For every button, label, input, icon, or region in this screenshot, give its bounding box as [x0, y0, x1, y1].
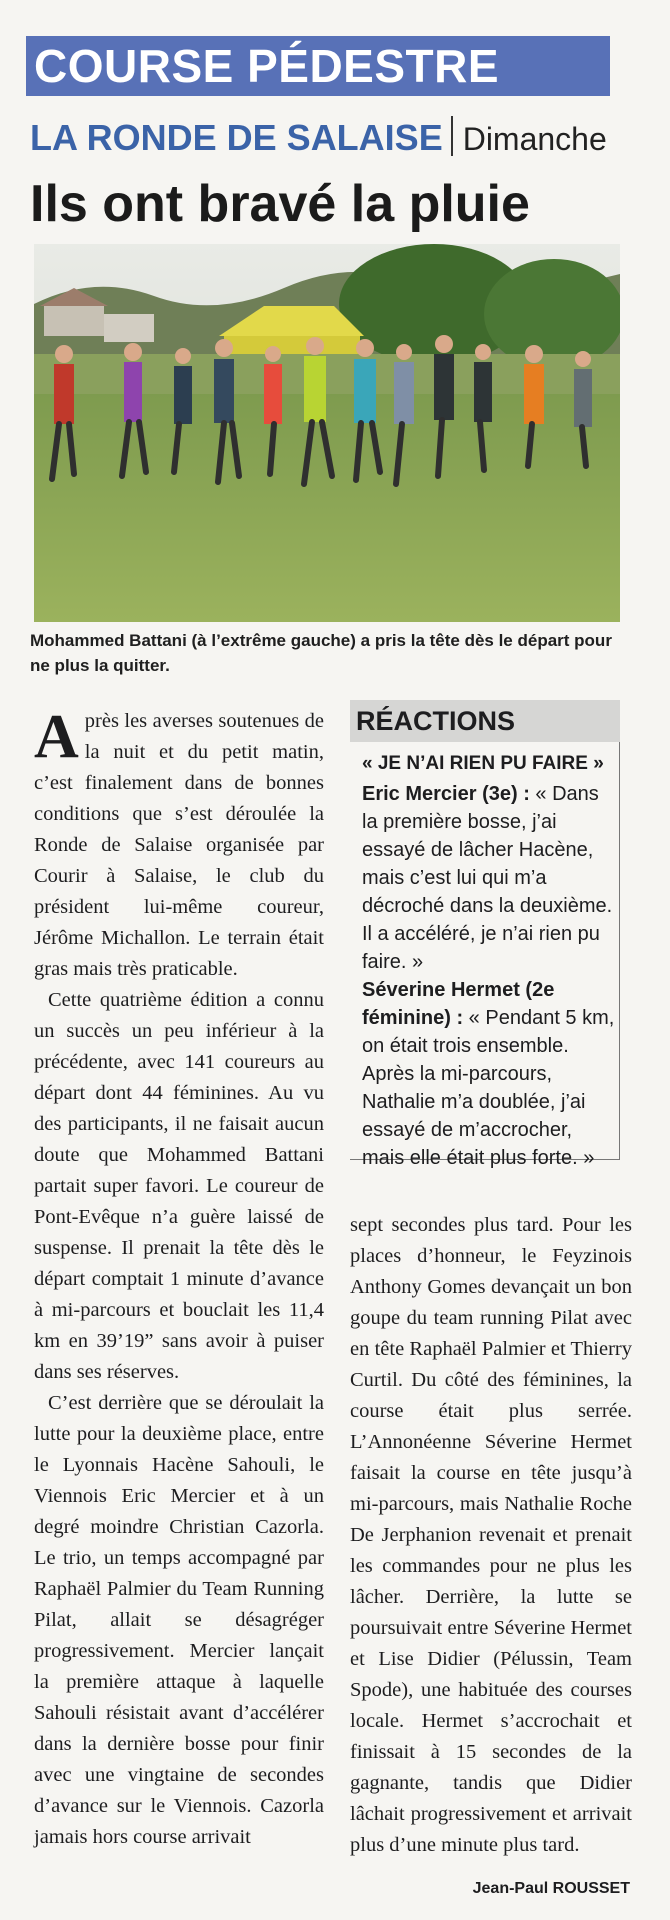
article-column-left — [34, 703, 324, 1853]
reaction-1 — [362, 780, 619, 976]
article-paragraph-3: C’est derrière que se déroulait la lutte pour la deuxième place, entre le Lyonnais Hacène Sahouli, le Viennois Eric Mercier et à un degré moindre Christian Cazorla. Le trio, un temps accompagné par Raphaël Palmier du Team Running Pilat, allait se désagréger progressivement. Mercier lançait la première attaque à laquelle Sahouli résistait avant d’accélérer dans la dernière bosse pour finir avec une vingtaine de secondes d’avance sur le Viennois. Cazorla jamais hors course arrivait — [34, 1392, 324, 1848]
reaction-2-quote: « Pendant 5 km, on était trois ensemble. Après la mi-parcours, Nathalie m’a doublée, j’ai essayé de m’accrocher, mais elle était plus forte. » — [362, 1007, 615, 1169]
photo-caption: Mohammed Battani (à l’extrême gauche) a pris la tête dès le départ pour ne plus la quitter. — [30, 631, 612, 675]
article-paragraph-4: sept secondes plus tard. Pour les places d’honneur, le Feyzinois Anthony Gomes devançait un bon goupe du team running Pilat avec en tête Raphaël Palmier et Thierry Curtil. Du côté des féminines, la course était plus serrée. L’Annonéenne Séverine Hermet faisait la course en tête jusqu’à mi-parcours, mais Nathalie Roche De Jerphanion revenait et prenait les commandes pour ne plus les lâcher. Derrière, la lutte se poursuivait entre Séverine Hermet et Lise Didier (Pélussin, Team Spode), une habituée des courses locale. Hermet s’accrochait et finissait à 15 secondes de la gagnante, tandis que Didier lâchait progressivement et arrivait plus d’une minute plus tard. — [350, 1214, 632, 1856]
reactions-quote-title: « JE N’AI RIEN PU FAIRE » — [362, 753, 604, 774]
drop-cap: A — [34, 703, 79, 771]
event-day: Dimanche — [462, 121, 607, 157]
subhead-divider — [451, 116, 453, 156]
reactions-title: RÉACTIONS — [350, 700, 620, 742]
event-name: LA RONDE DE SALAISE — [30, 117, 443, 158]
article-paragraph-2: Cette quatrième édition a connu un succès un peu inférieur à la précédente, avec 141 coureurs au départ dont 44 féminines. Au vu des participants, il ne faisait aucun doute que Mohammed Battani partait super favori. Le coureur de Pont-Evêque n’a guère laissé de suspense. Il prenait la tête dès le départ comptait 1 minute d’avance à mi-parcours et bouclait les 11,4 km en 39’19” sans avoir à puiser dans ses réserves. — [34, 989, 324, 1383]
author-byline: Jean-Paul ROUSSET — [472, 1880, 630, 1897]
reaction-1-quote: « Dans la première bosse, j’ai essayé de lâcher Hacène, mais c’est lui qui m’a décroché dans la deuxième. Il a accéléré, je n’ai rien pu faire. » — [362, 783, 613, 973]
article-column-right — [350, 1210, 632, 1861]
article-headline: Ils ont bravé la pluie — [30, 175, 530, 233]
subhead — [30, 116, 630, 172]
reaction-1-speaker: Eric Mercier (3e) : — [362, 783, 530, 805]
article-paragraph-1: Après les averses soutenues de la nuit et du petit matin, c’est finalement dans de bonnes conditions que s’est déroulée la Ronde de Salaise organisée par Courir à Salaise, le club du président lui-même coureur, Jérôme Michallon. Le terrain était gras mais très praticable. — [34, 703, 324, 980]
race-photo — [34, 244, 620, 622]
reaction-2 — [362, 976, 619, 1172]
section-banner: COURSE PÉDESTRE — [26, 36, 610, 96]
reaction-2-speaker: Séverine Hermet (2e féminine) : — [362, 979, 555, 1029]
reactions-box — [350, 700, 620, 1169]
